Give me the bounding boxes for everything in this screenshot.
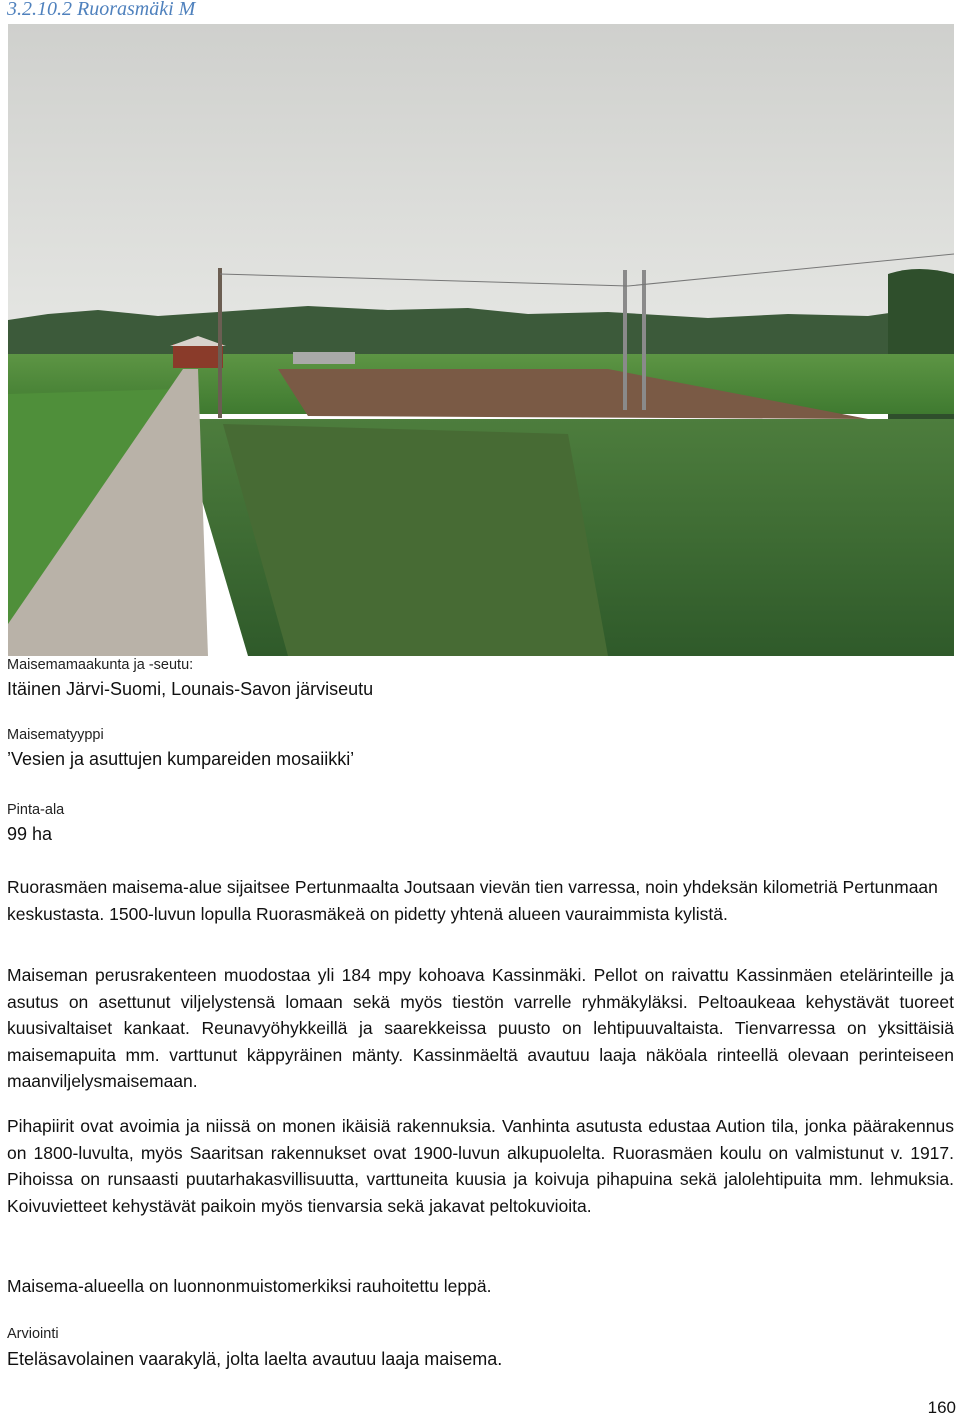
paragraph-structure: Maiseman perusrakenteen muodostaa yli 184 mpy kohoava Kassinmäki. Pellot on raivattu Kassinmäen etelärinteille ja asutus on asettunut viljelystensä lomaan sekä myös tiestön varrelle ryhmäkyläksi. Peltoaukeaa kehystävät tuoreet kuusivaltaiset kankaat. Reunavyöhykkeillä ja saarekkeissa puusto on lehtipuuvaltaista. Tienvarressa on yksittäisiä maisemapuita mm. varttunut käppyräinen mänty. Kassinmäeltä avautuu laaja näköala rinteellä olevaan perinteiseen maanviljelysmaisemaan. <box>7 965 954 1092</box>
landscape-photo <box>8 24 954 656</box>
potato-rows <box>223 424 608 656</box>
landscape-type-value: ’Vesien ja asuttujen kumpareiden mosaiikki’ <box>7 749 355 769</box>
area-value: 99 ha <box>7 824 53 844</box>
landscape-type-label: Maisematyyppi <box>7 727 104 743</box>
paragraph-yards: Pihapiirit ovat avoimia ja niissä on monen ikäisiä rakennuksia. Vanhinta asutusta edustaa Aution tila, jonka päärakennus on 1800-luvulta, myös Saaritsan rakennukset ovat 1900-luvun alkupuolelta. Ruorasmäen koulu on valmistunut v. 1917. Pihoissa on runsaasti puutarhakasvillisuutta, varttuneita kuusia ja koivuja pihapuina sekä jalolehtipuita mm. lehmuksia. Koivuvietteet kehystävät paikoin myös tienvarsia sekä jakavat peltokuvioita. <box>7 1116 954 1216</box>
section-heading: 3.2.10.2 Ruorasmäki M <box>7 0 196 20</box>
paragraph-natural-monument: Maisema-alueella on luonnonmuistomerkiksi rauhoitettu leppä. <box>7 1276 492 1296</box>
page-number: 160 <box>927 1398 956 1417</box>
sky <box>8 24 954 324</box>
assessment-value: Eteläsavolainen vaarakylä, jolta laelta avautuu laaja maisema. <box>7 1349 503 1369</box>
power-pole-right-b <box>642 270 646 410</box>
area-label: Pinta-ala <box>7 802 65 818</box>
barn <box>173 344 223 368</box>
region-label: Maisemamaakunta ja -seutu: <box>7 657 194 673</box>
assessment-label: Arviointi <box>7 1326 59 1342</box>
paragraph-location: Ruorasmäen maisema-alue sijaitsee Pertunmaalta Joutsaan vievän tien varressa, noin yhdeksän kilometriä Pertunmaan keskustasta. 1500-luvun lopulla Ruorasmäkeä on pidetty yhtenä alueen vauraimmista kylistä. <box>7 877 938 924</box>
region-value: Itäinen Järvi-Suomi, Lounais-Savon järviseutu <box>7 679 374 699</box>
power-pole-right-a <box>623 270 627 410</box>
power-pole-left <box>218 268 222 418</box>
shed <box>293 352 355 364</box>
